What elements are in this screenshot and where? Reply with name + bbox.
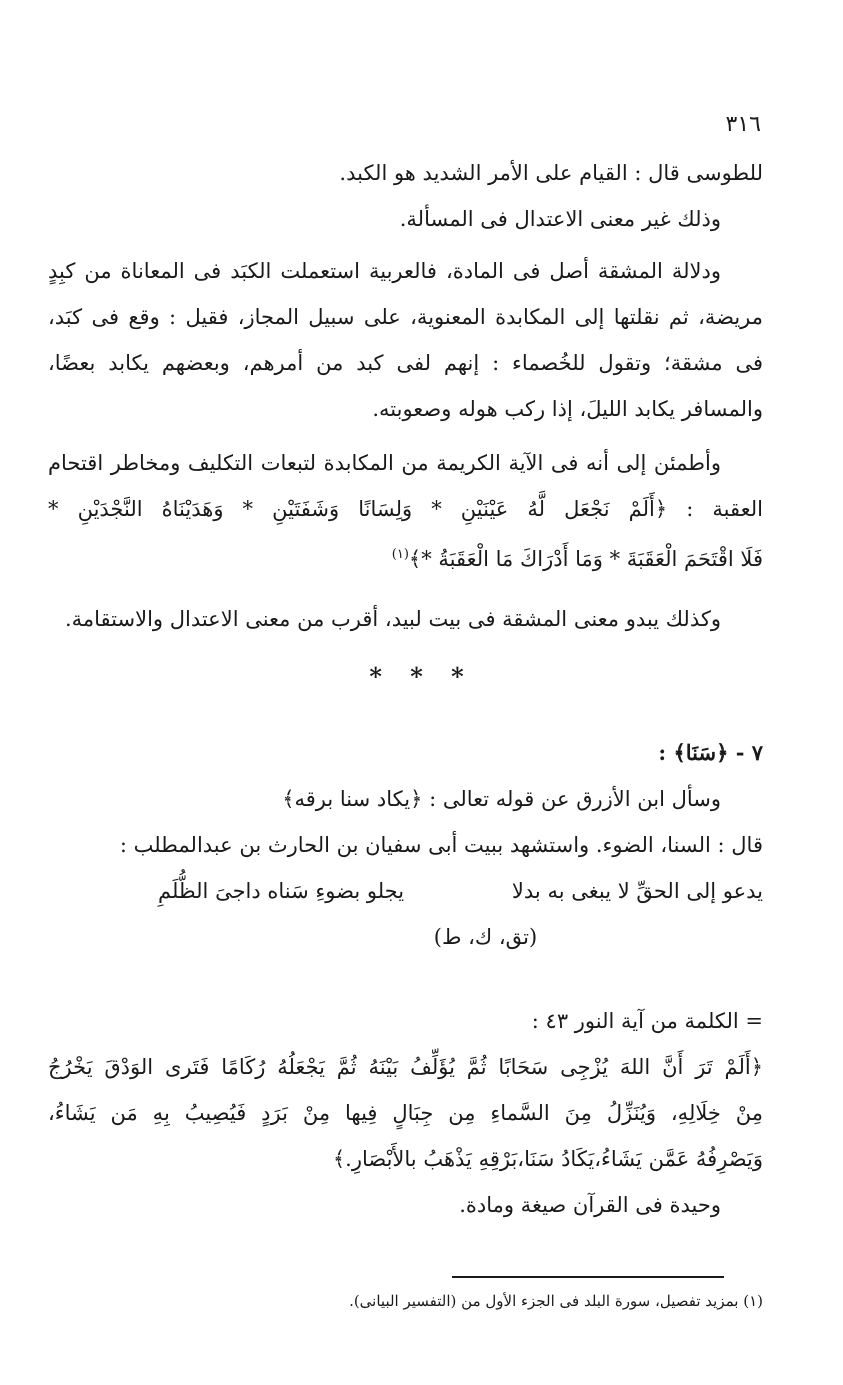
source-citation: (تق، ك، ط) [433, 925, 538, 949]
quran-verse-line: وَيَصْرِفُهُ عَمَّن يَشَاءُ،يَكَادُ سَنَا،بَرْقِهِ يَذْهَبُ بالأَبْصَارِ.﴾ [332, 1147, 763, 1171]
paragraph-line: وأطمئن إلى أنه فى الآية الكريمة من المكابدة لتبعات التكليف ومخاطر اقتحام [48, 451, 721, 475]
section-one-para-two [48, 248, 763, 432]
quran-quote-text: فَلَا اقْتَحَمَ الْعَقَبَةَ * وَمَا أَدْرَاكَ مَا الْعَقَبَةُ *﴾ [408, 547, 763, 571]
section-one-para-four [48, 596, 763, 642]
poem-verse [48, 868, 763, 914]
verse-first-hemistich: يدعو إلى الحقِّ لا يبغى به بدلا [511, 879, 763, 903]
section-separator: * * * [369, 662, 474, 691]
footnote-divider [452, 1276, 724, 1278]
section-one-para-three [48, 440, 763, 582]
section-two-quran [48, 998, 763, 1228]
quran-verse-line: مِنْ خِلَالِهِ، وَيُنَزِّلُ مِنَ السَّماءِ مِن جِبَالٍ فِيها مِنْ بَرَدٍ فَيُصِيبُ بِهِ مَن يَشَاءُ، [48, 1101, 763, 1125]
footnote-reference[interactable]: (١) [391, 547, 409, 562]
closing-line: وحيدة فى القرآن صيغة ومادة. [459, 1193, 721, 1217]
word-note: = الكلمة من آية النور ٤٣ : [531, 1009, 763, 1033]
paragraph-line: وكذلك يبدو معنى المشقة فى بيت لبيد، أقرب من معنى الاعتدال والاستقامة. [64, 607, 721, 631]
question-line: وسأل ابن الأزرق عن قوله تعالى : ﴿يكاد سنا برقه﴾ [282, 787, 721, 811]
page-number: ٣١٦ [725, 112, 761, 137]
section-two [48, 730, 763, 960]
verse-second-hemistich: يجلو بضوءِ سَناه داجىَ الظُّلَمِ [158, 879, 405, 903]
paragraph-line: ودلالة المشقة أصل فى المادة، فالعربية استعملت الكبَد فى المعاناة من كبِدٍ [48, 259, 721, 283]
paragraph-line: وذلك غير معنى الاعتدال فى المسألة. [399, 207, 721, 231]
paragraph-line: للطوسى قال : القيام على الأمر الشديد هو الكبد. [339, 161, 763, 185]
footnote: (١) بمزيد تفصيل، سورة البلد فى الجزء الأول من (التفسير البيانى). [349, 1292, 763, 1310]
paragraph-line: والمسافر يكابد الليلَ، إذا ركب هوله وصعوبته. [372, 397, 763, 421]
quran-quote-line [48, 532, 763, 582]
paragraph-line: مريضة، ثم نقلتها إلى المكابدة المعنوية، على سبيل المجاز، فقيل : وقع فى كبَد، [48, 305, 763, 329]
paragraph-line: فى مشقة؛ وتقول للخُصماء : إنهم لفى كبد من أمرهم، وبعضهم يكابد بعضًا، [48, 351, 763, 375]
quran-quote-line: العقبة : ﴿أَلَمْ نَجْعَل لَّهُ عَيْنَيْنِ * وَلِسَانًا وَشَفَتَيْنِ * وَهَدَيْنَاهُ النَّجْدَيْنِ * [48, 497, 763, 521]
entry-heading: ٧ - ﴿سَنَا﴾ : [658, 740, 763, 765]
answer-line: قال : السنا، الضوء. واستشهد ببيت أبى سفيان بن الحارث بن عبدالمطلب : [119, 833, 763, 857]
section-one [48, 150, 763, 242]
quran-verse-line: ﴿أَلَمْ تَرَ أَنَّ اللهَ يُزْجِى سَحَابًا ثُمَّ يُؤَلِّفُ بَيْنَهُ ثُمَّ يَجْعَلُهُ رُكَامًا فَتَرى الوَدْقَ يَخْرُجُ [48, 1055, 763, 1079]
